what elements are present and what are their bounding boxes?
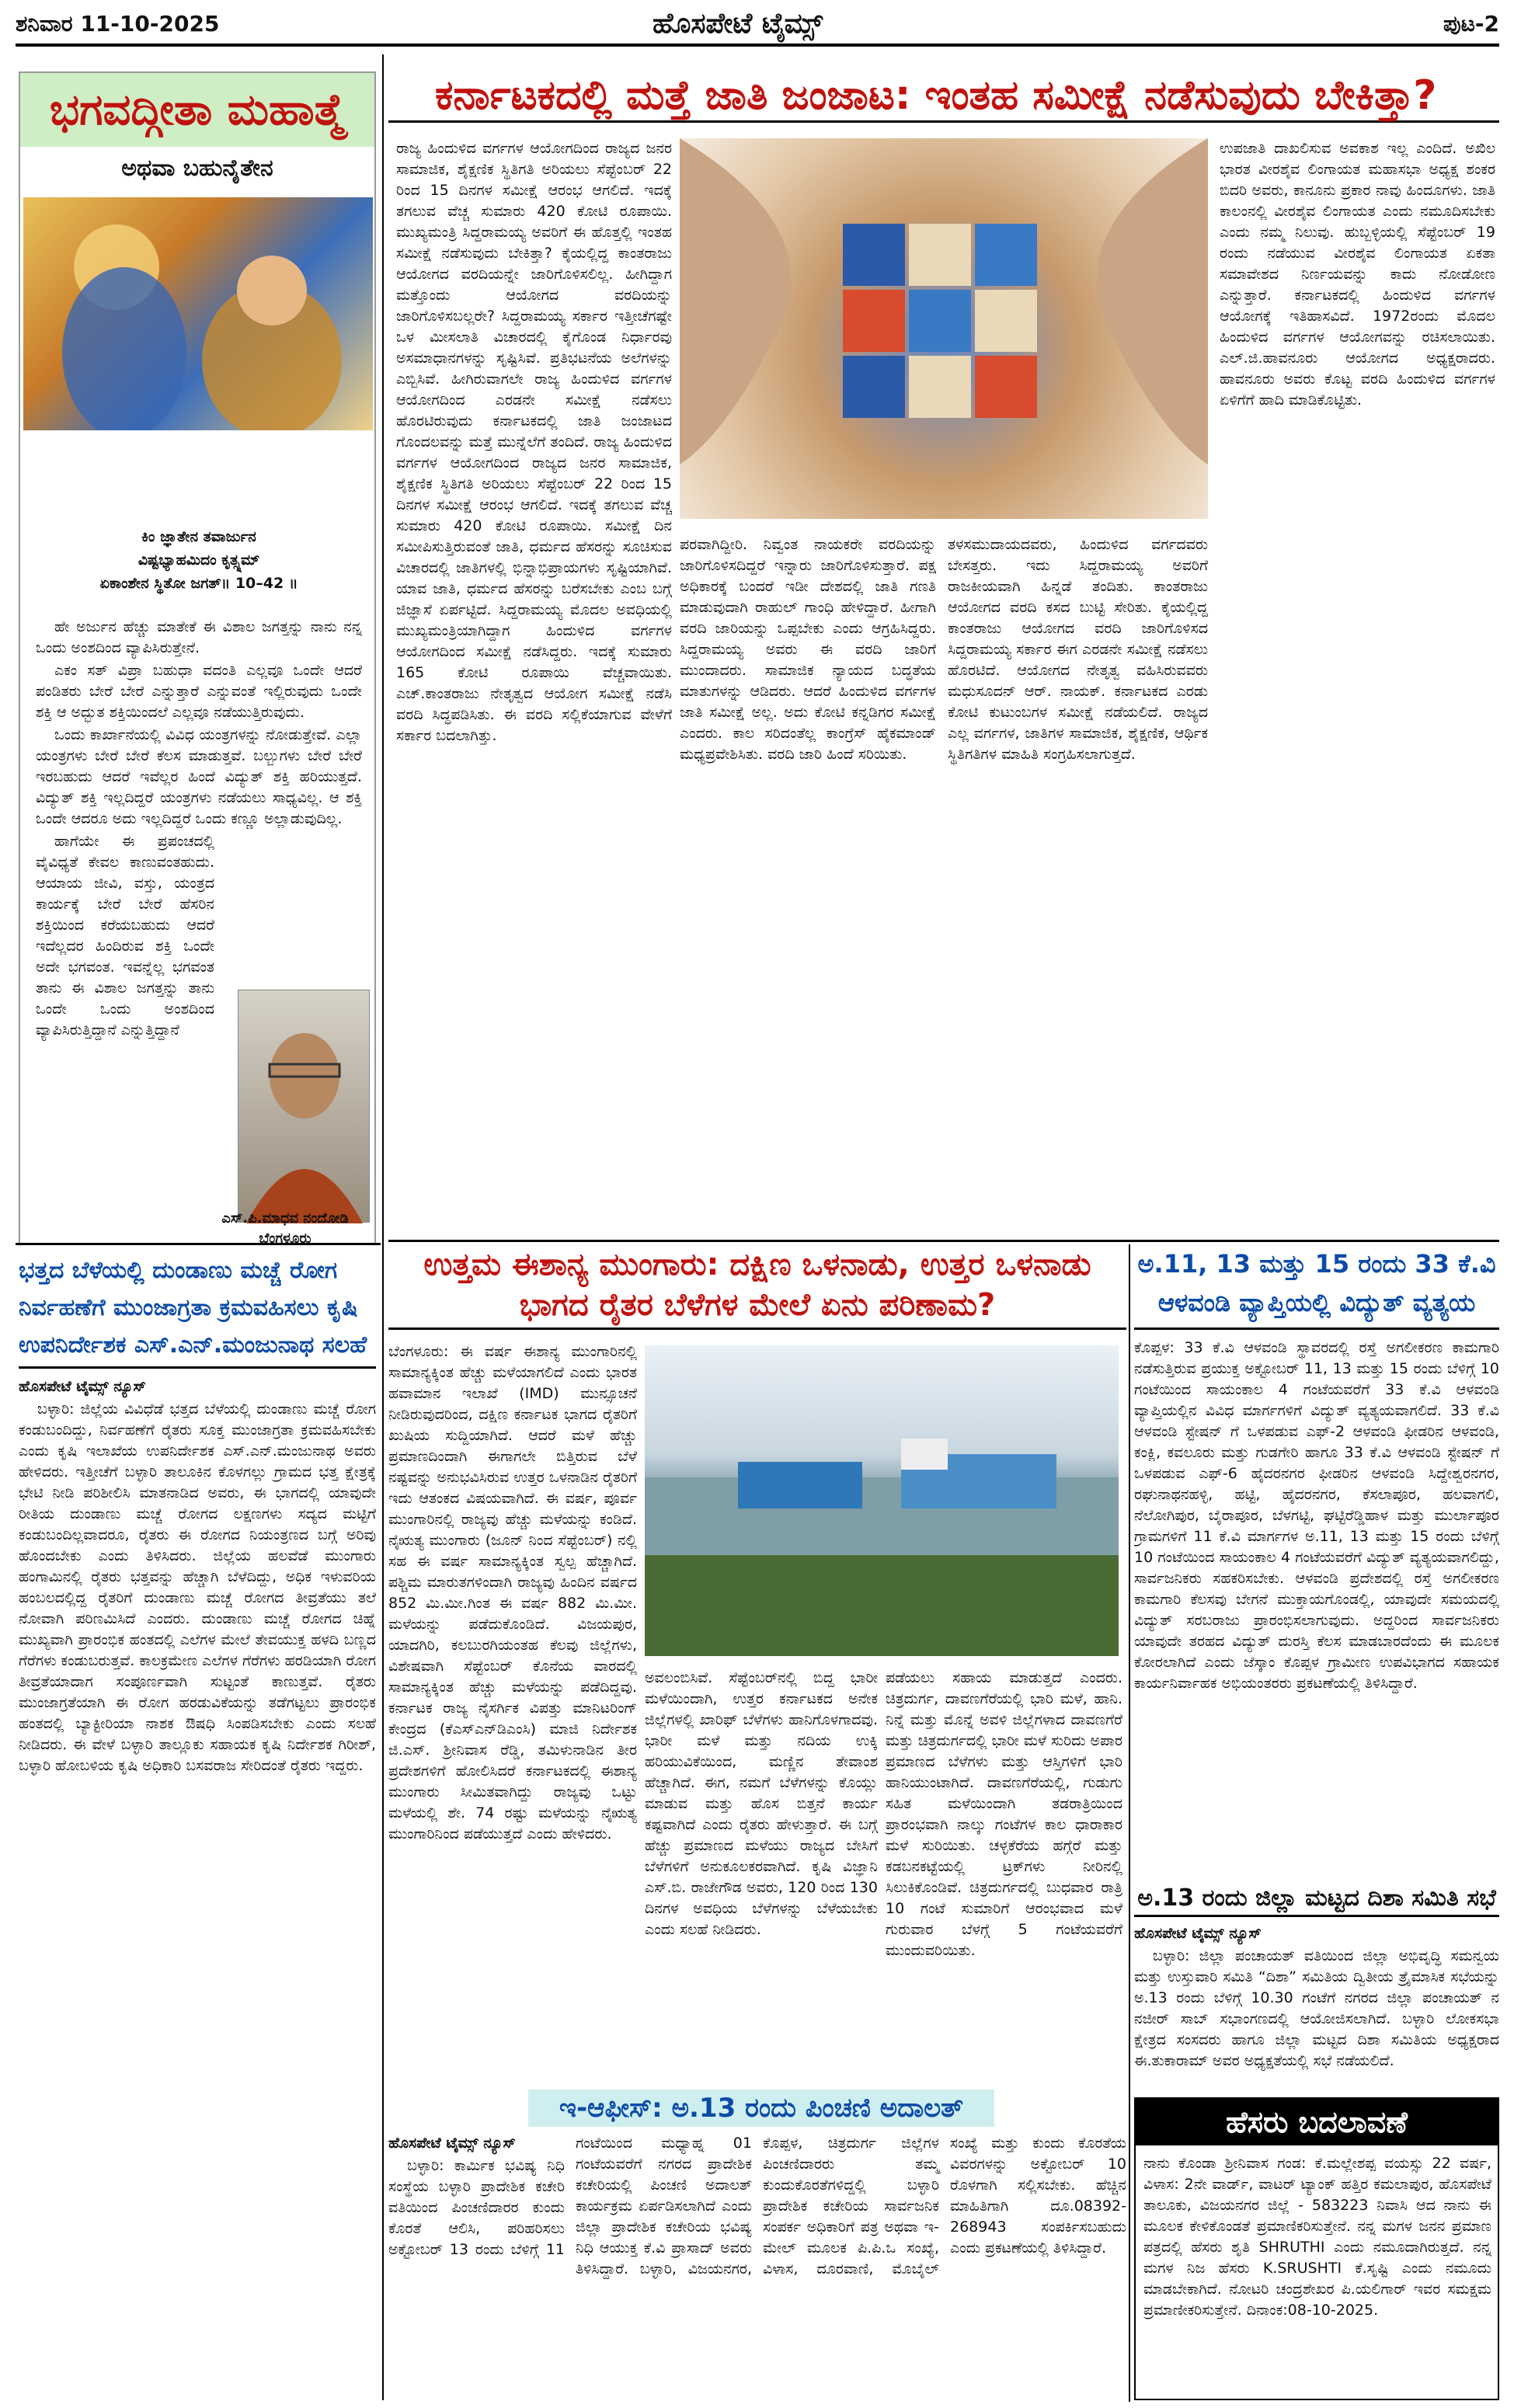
pension-adalat-article: [388, 2090, 1126, 2400]
caste-survey-article: [388, 68, 1499, 1234]
name-change-notice: [1134, 2097, 1499, 2400]
newspaper-brand: ಹೊಸಪೇಟೆ ಟೈಮ್ಸ್: [653, 8, 823, 40]
monsoon-headline: ಉತ್ತಮ ಈಶಾನ್ಯ ಮುಂಗಾರು: ದಕ್ಷಿಣ ಒಳನಾಡು, ಉತ್ತರ ಒಳನಾಡು ಭಾಗದ ರೈತರ ಬೆಳೆಗಳ ಮೇಲೆ ಏನು ಪರಿಣಾಮ?: [388, 1244, 1126, 1330]
caste-column-3: ತಳಸಮುದಾಯದವರು, ಹಿಂದುಳಿದ ವರ್ಗದವರು ಬೇಸತ್ತರು. ಇದು ಸಿದ್ದರಾಮಯ್ಯ ಅವರಿಗೆ ರಾಜಕೀಯವಾಗಿ ಹಿನ್ನಡೆ ತಂದಿತು. ಕಾಂತರಾಜು ಆಯೋಗದ ವರದಿ ಕಸದ ಬುಟ್ಟಿ ಸೇರಿತು. ಕೈಯಲ್ಲಿದ್ದ ಕಾಂತರಾಜು ಆಯೋಗದ ವರದಿ ಜಾರಿಗೊಳಿಸದ ಸಿದ್ದರಾಮಯ್ಯ ಸರ್ಕಾರ ಈಗ ಎರಡನೇ ಸಮೀಕ್ಷೆ ನಡೆಸಲು ಹೊರಟಿದೆ. ಆಯೋಗದ ನೇತೃತ್ವ ವಹಿಸಿರುವವರು ಮಧುಸೂದನ್ ಆರ್. ನಾಯಕ್. ಕರ್ನಾಟಕದ ಎರಡು ಕೋಟಿ ಕುಟುಂಬಗಳ ಸಮೀಕ್ಷೆ ನಡೆಯಲಿದೆ. ರಾಜ್ಯದ ಎಲ್ಲ ವರ್ಗಗಳ, ಜಾತಿಗಳ ಸಾಮಾಜಿಕ, ಶೈಕ್ಷಣಿಕ, ಆರ್ಥಿಕ ಸ್ಥಿತಿಗತಿಗಳ ಮಾಹಿತಿ ಸಂಗ್ರಹಿಸಲಾಗುತ್ತದೆ.: [948, 536, 1208, 763]
divider: [1129, 1244, 1130, 2402]
name-change-headline: ಹೆಸರು ಬದಲಾವಣೆ: [1136, 2099, 1498, 2145]
disha-meeting-article: [1134, 1880, 1499, 2074]
divider: [388, 1240, 1499, 1242]
divider: [16, 1243, 381, 1245]
monsoon-article: [388, 1244, 1126, 2083]
pension-adalat-byline: ಹೊಸಪೇಟೆ ಟೈಮ್ಸ್ ನ್ಯೂಸ್: [388, 2135, 516, 2152]
author-caption: ಎಸ್.ಪಿ.ಮಾಧವ ನಂದೋಡಿ ಬೆಂಗಳೂರು: [221, 1210, 349, 1244]
gita-verse: ಕಿಂ ಜ್ಞಾತೇನ ತವಾರ್ಜುನ ವಿಷ್ಟಭ್ಯಾಹಮಿದಂ ಕೃತ್ಸ್ನಮ್ ಏಕಾಂಶೇನ ಸ್ಥಿತೋ ಜಗತ್॥ 10–42 ॥: [99, 528, 298, 592]
page-number: ಪುಟ-2: [1443, 11, 1499, 37]
caste-column-4: ಉಪಜಾತಿ ದಾಖಲಿಸುವ ಅವಕಾಶ ಇಲ್ಲ ಎಂದಿದೆ. ಅಖಿಲ ಭಾರತ ವೀರಶೈವ ಲಿಂಗಾಯತ ಮಹಾಸಭಾ ಅಧ್ಯಕ್ಷ ಶಂಕರ ಬಿದರಿ ಅವರು, ಕಾನೂನು ಪ್ರಕಾರ ನಾವು ಹಿಂದೂಗಳು. ಜಾತಿ ಕಾಲಂನಲ್ಲಿ ವೀರಶೈವ ಲಿಂಗಾಯತ ಎಂದು ನಮೂದಿಸಬೇಕು ಎಂದು ನಮ್ಮ ನಿಲುವು. ಹುಬ್ಬಳ್ಳಿಯಲ್ಲಿ ಸೆಪ್ಟೆಂಬರ್ 19 ರಂದು ನಡೆಯುವ ವೀರಶೈವ ಲಿಂಗಾಯತ ಏಕತಾ ಸಮಾವೇಶದ ನಿರ್ಣಯವನ್ನು ಕಾದು ನೋಡೋಣ ಎನ್ನುತ್ತಾರೆ. ಕರ್ನಾಟಕದಲ್ಲಿ ಹಿಂದುಳಿದ ವರ್ಗಗಳ ಆಯೋಗಕ್ಕೆ ಇತಿಹಾಸವಿದೆ. 1972ರಂದು ಮೊದಲ ಹಿಂದುಳಿದ ವರ್ಗಗಳ ಆಯೋಗವನ್ನು ರಚಿಸಲಾಯಿತು. ಎಲ್.ಜಿ.ಹಾವನೂರು ಆಯೋಗದ ಅಧ್ಯಕ್ಷರಾದರು. ಹಾವನೂರು ಅವರು ಕೊಟ್ಟ ವರದಿ ಹಿಂದುಳಿದ ವರ್ಗಗಳ ಏಳಿಗೆಗೆ ಹಾದಿ ಮಾಡಿಕೊಟ್ಟಿತು.: [1220, 140, 1495, 409]
crop-byline: ಹೊಸಪೇಟೆ ಟೈಮ್ಸ್ ನ್ಯೂಸ್: [19, 1378, 146, 1395]
gita-body: ಹೇ ಅರ್ಜುನ ಹೆಚ್ಚು ಮಾತೇಕೆ ಈ ವಿಶಾಲ ಜಗತ್ತನ್ನು ನಾನು ನನ್ನ ಒಂದು ಅಂಶದಿಂದ ವ್ಯಾಪಿಸಿರುತ್ತೇನೆ. ಎಕಂ ಸತ್ ವಿಪ್ರಾ ಬಹುಧಾ ವದಂತಿ ಎಲ್ಲವೂ ಒಂದೇ ಆದರೆ ಪಂಡಿತರು ಬೇರೆ ಬೇರೆ ಎನ್ನುತ್ತಾರೆ ಎನ್ನುವಂತೆ ಇಲ್ಲಿರುವುದು ಒಂದೇ ಶಕ್ತಿ ಆ ಅದ್ಭುತ ಶಕ್ತಿಯಿಂದಲೆ ಎಲ್ಲವೂ ನಡೆಯುತ್ತಿರುವುದು. ಒಂದು ಕಾರ್ಖಾನೆಯಲ್ಲಿ ವಿವಿಧ ಯಂತ್ರಗಳನ್ನು ನೋಡುತ್ತೇವೆ. ಎಲ್ಲಾ ಯಂತ್ರಗಳು ಬೇರೆ ಬೇರೆ ಕೆಲಸ ಮಾಡುತ್ತವೆ. ಬಲ್ಬುಗಳು ಬೇರೆ ಬೇರೆ ಇರಬಹುದು ಆದರೆ ಇವೆಲ್ಲರ ಹಿಂದೆ ವಿದ್ಯುತ್ ಶಕ್ತಿ ಹರಿಯುತ್ತದೆ. ವಿದ್ಯುತ್ ಶಕ್ತಿ ಇಲ್ಲದಿದ್ದರೆ ಯಂತ್ರಗಳು ನಡೆಯಲು ಸಾಧ್ಯವಿಲ್ಲ. ಆ ಶಕ್ತಿ ಒಂದೇ ಆದರೂ ಅದು ಇಲ್ಲದಿದ್ದರೆ ಒಂದು ಕಣ್ಣೂ ಅಲ್ಲಾಡುವುದಿಲ್ಲ. ಹಾಗೆಯೇ ಈ ಪ್ರಪಂಚದಲ್ಲಿ ವೈವಿಧ್ಯತೆ ಕೇವಲ ಕಾಣುವಂತಹುದು. ಆಯಾಯ ಜೀವಿ, ವಸ್ತು, ಯಂತ್ರದ ಕಾರ್ಯಕ್ಕೆ ಬೇರೆ ಬೇರೆ ಹೆಸರಿನ ಶಕ್ತಿಯಿಂದ ಕರೆಯಬಹುದು ಆದರೆ ಇದೆಲ್ಲದರ ಹಿಂದಿರುವ ಶಕ್ತಿ ಒಂದೇ ಅದೇ ಭಗವಂತ. ಇವನ್ನೆಲ್ಲ ಭಗವಂತ ತಾನು ಈ ವಿಶಾಲ ಜಗತ್ತನ್ನು ತಾನು ಒಂದೇ ಒಂದು ಅಂಶದಿಂದ ವ್ಯಾಪಿಸಿರುತ್ತಿದ್ದಾನೆ ಎನ್ನುತ್ತಿದ್ದಾನೆ: [36, 618, 362, 1039]
disha-byline: ಹೊಸಪೇಟೆ ಟೈಮ್ಸ್ ನ್ಯೂಸ್: [1134, 1925, 1262, 1942]
name-change-body: ನಾನು ಕೊಂಡಾ ಶ್ರೀನಿವಾಸ ಗಂಡ: ಕೆ.ಮಲ್ಲೇಶಪ್ಪ ವಯಸ್ಸು 22 ವರ್ಷ, ವಿಳಾಸ: 2ನೇ ವಾರ್ಡ್, ವಾಟರ್ ಟ್ಯಾಂಕ್ ಹತ್ತಿರ ಕಮಲಾಪುರ, ಹೊಸಪೇಟೆ ತಾಲೂಕು, ವಿಜಯನಗರ ಜಿಲ್ಲೆ - 583223 ನಿವಾಸಿ ಆದ ನಾನು ಈ ಮೂಲಕ ಕೇಳಿಕೊಂಡತೆ ಪ್ರಮಾಣಿಕರಿಸುತ್ತೇನೆ. ನನ್ನ ಮಗಳ ಜನನ ಪ್ರಮಾಣ ಪತ್ರದಲ್ಲಿ ಹೆಸರು ಶೃತಿ SHRUTHI ಎಂದು ನಮೂದಾಗಿರುತ್ತದೆ. ನನ್ನ ಮಗಳ ನಿಜ ಹೆಸರು K.SRUSHTI ಕೆ.ಸೃಷ್ಟಿ ಎಂದು ನಮೂದು ಮಾಡಬೇಕಾಗಿದೆ. ನೋಟರಿ ಚಂದ್ರಶೇಖರ ಪಿ.ಯಲಿಗಾರ್ ಇವರ ಸಮಕ್ಷಮ ಪ್ರಮಾಣೀಕರಿಸುತ್ತೇನೆ. ದಿನಾಂಕ:08-10-2025.: [1143, 2155, 1491, 2319]
crop-headline: ಭತ್ತದ ಬೆಳೆಯಲ್ಲಿ ದುಂಡಾಣು ಮಚ್ಚೆ ರೋಗ ನಿರ್ವಹಣೆಗೆ ಮುಂಜಾಗ್ರತಾ ಕ್ರಮವಹಿಸಲು ಕೃಷಿ ಉಪನಿರ್ದೇಶಕ ಎಸ್.ಎನ್.ಮಂಜುನಾಥ ಸಲಹೆ: [19, 1252, 376, 1369]
gita-column: [19, 71, 376, 1244]
pension-adalat-headline: ಇ-ಆಫೀಸ್: ಅ.13 ರಂದು ಪಿಂಚಣಿ ಅದಾಲತ್: [528, 2090, 994, 2127]
issue-date: ಶನಿವಾರ 11-10-2025: [16, 11, 220, 37]
caste-column-2: ಪರವಾಗಿದ್ದೀರಿ. ನಿವ್ವಂತ ನಾಯಕರೇ ವರದಿಯನ್ನು ಜಾರಿಗೊಳಿಸದಿದ್ದರೆ ಇನ್ನಾರು ಜಾರಿಗೊಳಿಸುತ್ತಾರೆ. ಪಕ್ಷ ಅಧಿಕಾರಕ್ಕೆ ಬಂದರೆ ಇಡೀ ದೇಶದಲ್ಲಿ ಜಾತಿ ಗಣತಿ ಮಾಡುವುದಾಗಿ ರಾಹುಲ್ ಗಾಂಧಿ ಹೇಳಿದ್ದಾರೆ. ಹೀಗಾಗಿ ವರದಿ ಜಾರಿಯನ್ನು ಒಪ್ಪಬೇಕು ಎಂದು ಆಗ್ರಹಿಸಿದ್ದರು. ಸಿದ್ದರಾಮಯ್ಯ ಅವರು ಈ ವರದಿ ಜಾರಿಗೆ ಮುಂದಾದರು. ಸಾಮಾಜಿಕ ನ್ಯಾಯದ ಬದ್ಧತೆಯ ಮಾತುಗಳನ್ನು ಆಡಿದರು. ಆದರೆ ಹಿಂದುಳಿದ ವರ್ಗಗಳ ಜಾತಿ ಸಮೀಕ್ಷೆ ಅಲ್ಲ. ಅದು ಕೋಟಿ ಕನ್ನಡಿಗರ ಸಮೀಕ್ಷೆ ಎಂದರು. ಕಾಲ ಸರಿದಂತೆಲ್ಲ ಕಾಂಗ್ರೆಸ್ ಹೈಕಮಾಂಡ್ ಮಧ್ಯಪ್ರವೇಶಿಸಿತು. ವರದಿ ಜಾರಿ ಹಿಂದೆ ಸರಿಯಿತು.: [680, 536, 936, 763]
disha-headline: ಅ.13 ರಂದು ಜಿಲ್ಲಾ ಮಟ್ಟದ ದಿಶಾ ಸಮಿತಿ ಸಭೆ: [1134, 1880, 1499, 1917]
disha-body: ಹೊಸಪೇಟೆ ಟೈಮ್ಸ್ ನ್ಯೂಸ್ ಬಳ್ಳಾರಿ: ಜಿಲ್ಲಾ ಪಂಚಾಯತ್ ವತಿಯಿಂದ ಜಿಲ್ಲಾ ಅಭಿವೃದ್ಧಿ ಸಮನ್ವಯ ಮತ್ತು ಉಸ್ತುವಾರಿ ಸಮಿತಿ “ದಿಶಾ” ಸಮಿತಿಯ ದ್ವಿತೀಯ ತ್ರೈಮಾಸಿಕ ಸಭೆಯನ್ನು ಅ.13 ರಂದು ಬೆಳಿಗ್ಗೆ 10.30 ಗಂಟೆಗೆ ನಗರದ ಜಿಲ್ಲಾ ಪಂಚಾಯತ್ ನ ನಜೀರ್ ಸಾಬ್ ಸಭಾಂಗಣದಲ್ಲಿ ಆಯೋಜಿಸಲಾಗಿದೆ. ಬಳ್ಳಾರಿ ಲೋಕಸಭಾ ಕ್ಷೇತ್ರದ ಸಂಸದರು ಹಾಗೂ ಜಿಲ್ಲಾ ಮಟ್ಟದ ದಿಶಾ ಸಮಿತಿಯ ಅಧ್ಯಕ್ಷರಾದ ಈ.ತುಕಾರಾಮ್ ಅವರ ಅಧ್ಯಕ್ಷತೆಯಲ್ಲಿ ಸಭೆ ನಡೆಯಲಿದೆ.: [1134, 1925, 1499, 2069]
masthead: [16, 6, 1499, 47]
monsoon-column-3: ಪಡೆಯಲು ಸಹಾಯ ಮಾಡುತ್ತದೆ ಎಂದರು. ಚಿತ್ರದುರ್ಗ, ದಾವಣಗೆರೆಯಲ್ಲಿ ಭಾರಿ ಮಳೆ, ಹಾನಿ. ನಿನ್ನೆ ಮತ್ತು ಮೊನ್ನೆ ಅವಳಿ ಜಿಲ್ಲೆಗಳಾದ ದಾವಣಗೆರೆ ಮತ್ತು ಚಿತ್ರದುರ್ಗದಲ್ಲಿ ಭಾರೀ ಮಳೆ ಸುರಿದು ಅಪಾರ ಪ್ರಮಾಣದ ಬೆಳೆಗಳು ಮತ್ತು ಆಸ್ತಿಗಳಿಗೆ ಭಾರಿ ಹಾನಿಯುಂಟಾಗಿದೆ. ದಾವಣಗೆರೆಯಲ್ಲಿ, ಗುಡುಗು ಸಹಿತ ಮಳೆಯಿಂದಾಗಿ ತಡರಾತ್ರಿಯಿಂದ ಪ್ರಾರಂಭವಾಗಿ ನಾಲ್ಕು ಗಂಟೆಗಳ ಕಾಲ ಧಾರಾಕಾರ ಮಳೆ ಸುರಿಯಿತು. ಚಳ್ಳಕೆರೆಯ ಹಗ್ಗೆರೆ ಮತ್ತು ಕಡಬನಕಟ್ಟೆಯಲ್ಲಿ ಟ್ರಕ್‌ಗಳು ನೀರಿನಲ್ಲಿ ಸಿಲುಕಿಕೊಂಡಿವೆ. ಚಿತ್ರದುರ್ಗದಲ್ಲಿ ಬುಧವಾರ ರಾತ್ರಿ 10 ಗಂಟೆ ಸುಮಾರಿಗೆ ಆರಂಭವಾದ ಮಳೆ ಗುರುವಾರ ಬೆಳಗ್ಗೆ 5 ಗಂಟೆಯವರೆಗೆ ಮುಂದುವರಿಯಿತು.: [886, 1669, 1122, 1959]
monsoon-column-2: ಅವಲಂಬಿಸಿವೆ. ಸೆಪ್ಟೆಂಬರ್‌ನಲ್ಲಿ ಬಿದ್ದ ಭಾರೀ ಮಳೆಯಿಂದಾಗಿ, ಉತ್ತರ ಕರ್ನಾಟಕದ ಅನೇಕ ಜಿಲ್ಲೆಗಳಲ್ಲಿ ಖಾರಿಫ್ ಬೆಳೆಗಳು ಹಾನಿಗೊಳಗಾದವು. ಭಾರೀ ಮಳೆ ಮತ್ತು ನದಿಯ ಉಕ್ಕಿ ಹರಿಯುವಿಕೆಯಿಂದ, ಮಣ್ಣಿನ ತೇವಾಂಶ ಹೆಚ್ಚಾಗಿದೆ. ಈಗ, ನಮಗೆ ಬೆಳೆಗಳನ್ನು ಕೊಯ್ಲು ಮಾಡುವ ಮತ್ತು ಹೊಸ ಬಿತ್ತನೆ ಕಾರ್ಯ ಕಷ್ಟವಾಗಿದೆ ಎಂದು ರೈತರು ಹೇಳುತ್ತಾರೆ. ಈ ಬಗ್ಗೆ ಹೆಚ್ಚು ಪ್ರಮಾಣದ ಮಳೆಯು ರಾಜ್ಯದ ಬೇಸಿಗೆ ಬೆಳೆಗಳಿಗೆ ಅನುಕೂಲಕರವಾಗಿದೆ. ಕೃಷಿ ವಿಜ್ಞಾನಿ ಎಸ್.ಬಿ. ರಾಜೇಗೌಡ ಅವರು, 120 ರಿಂದ 130 ದಿನಗಳ ಅವಧಿಯ ಬೆಳೆಗಳನ್ನು ಬೆಳೆಯಬೇಕು ಎಂದು ಸಲಹೆ ನೀಡಿದರು.: [645, 1669, 878, 1938]
pension-adalat-body: ಹೊಸಪೇಟೆ ಟೈಮ್ಸ್ ನ್ಯೂಸ್ ಬಳ್ಳಾರಿ: ಕಾರ್ಮಿಕ ಭವಿಷ್ಯ ನಿಧಿ ಸಂಸ್ಥೆಯ ಬಳ್ಳಾರಿ ಪ್ರಾದೇಶಿಕ ಕಚೇರಿ ವತಿಯಿಂದ ಪಿಂಚಣಿದಾರರ ಕುಂದು ಕೊರತೆ ಆಲಿಸಿ, ಪರಿಹರಿಸಲು ಅಕ್ಟೋಬರ್ 13 ರಂದು ಬೆಳಿಗ್ಗೆ 11 ಗಂಟೆಯಿಂದ ಮಧ್ಯಾಹ್ನ 01 ಗಂಟೆಯವರೆಗೆ ನಗರದ ಪ್ರಾದೇಶಿಕ ಕಚೇರಿಯಲ್ಲಿ ಪಿಂಚಣಿ ಅದಾಲತ್ ಕಾರ್ಯಕ್ರಮ ಏರ್ಪಡಿಸಲಾಗಿದೆ ಎಂದು ಜಿಲ್ಲಾ ಪ್ರಾದೇಶಿಕ ಕಚೇರಿಯ ಭವಿಷ್ಯ ನಿಧಿ ಆಯುಕ್ತ ಕೆ.ವಿ ಪ್ರಾಸಾದ್ ಅವರು ತಿಳಿಸಿದ್ದಾರೆ. ಬಳ್ಳಾರಿ, ವಿಜಯನಗರ, ಕೊಪ್ಪಳ, ಚಿತ್ರದುರ್ಗ ಜಿಲ್ಲೆಗಳ ಪಿಂಚಣಿದಾರರು ತಮ್ಮ ಕುಂದುಕೊರತೆಗಳಿದ್ದಲ್ಲಿ ಬಳ್ಳಾರಿ ಪ್ರಾದೇಶಿಕ ಕಚೇರಿಯ ಸಾರ್ವಜನಿಕ ಸಂಪರ್ಕ ಅಧಿಕಾರಿಗೆ ಪತ್ರ ಅಥವಾ ಇ-ಮೇಲ್ ಮೂಲಕ ಪಿ.ಪಿ.ಒ ಸಂಖ್ಯೆ, ವಿಳಾಸ, ದೂರವಾಣಿ, ಮೊಬೈಲ್ ಸಂಖ್ಯೆ ಮತ್ತು ಕುಂದು ಕೊರತೆಯ ವಿವರಗಳನ್ನು ಅಕ್ಟೋಬರ್ 10 ರೊಳಗಾಗಿ ಸಲ್ಲಿಸಬೇಕು. ಹೆಚ್ಚಿನ ಮಾಹಿತಿಗಾಗಿ ದೂ.08392-268943 ಸಂಪರ್ಕಿಸಬಹುದು ಎಂದು ಪ್ರಕಟಣೆಯಲ್ಲಿ ತಿಳಿಸಿದ್ದಾರೆ.: [388, 2135, 1126, 2278]
caste-headline: ಕರ್ನಾಟಕದಲ್ಲಿ ಮತ್ತೆ ಜಾತಿ ಜಂಜಾಟ: ಇಂತಹ ಸಮೀಕ್ಷೆ ನಡೆಸುವುದು ಬೇಕಿತ್ತಾ?: [388, 68, 1499, 123]
gita-title: ಭಗವದ್ಗೀತಾ ಮಹಾತ್ಮೆ: [20, 73, 374, 147]
caste-cube-illustration: [680, 138, 1208, 519]
monsoon-column-1: ಬೆಂಗಳೂರು: ಈ ವರ್ಷ ಈಶಾನ್ಯ ಮುಂಗಾರಿನಲ್ಲಿ ಸಾಮಾನ್ಯಕ್ಕಿಂತ ಹೆಚ್ಚು ಮಳೆಯಾಗಲಿದೆ ಎಂದು ಭಾರತ ಹವಾಮಾನ ಇಲಾಖೆ (IMD) ಮುನ್ಸೂಚನೆ ನೀಡಿರುವುದರಿಂದ, ದಕ್ಷಿಣ ಕರ್ನಾಟಕ ಭಾಗದ ರೈತರಿಗೆ ಖುಷಿಯ ಸುದ್ದಿಯಾಗಿದೆ. ಆದರೆ ಮಳೆ ಹೆಚ್ಚು ಪ್ರಮಾಣದಿಂದಾಗಿ ಈಗಾಗಲೇ ಬಿತ್ತಿರುವ ಬೆಳೆ ನಷ್ಟವನ್ನು ಅನುಭವಿಸಿರುವ ಉತ್ತರ ಒಳನಾಡಿನ ರೈತರಿಗೆ ಇದು ಆತಂಕದ ವಿಷಯವಾಗಿದೆ. ಈ ವರ್ಷ, ಪೂರ್ವ ಮುಂಗಾರಿನಲ್ಲಿ ರಾಜ್ಯವು ಹೆಚ್ಚು ಮಳೆಯನ್ನು ಕಂಡಿದೆ. ನೈಋತ್ಯ ಮುಂಗಾರು (ಜೂನ್ ನಿಂದ ಸೆಪ್ಟೆಂಬರ್) ನಲ್ಲಿ ಸಹ ಈ ವರ್ಷ ಸಾಮಾನ್ಯಕ್ಕಿಂತ ಸ್ವಲ್ಪ ಹೆಚ್ಚಾಗಿದೆ. ಪಶ್ಚಿಮ ಮಾರುತಗಳಿಂದಾಗಿ ರಾಜ್ಯವು ಹಿಂದಿನ ವರ್ಷದ 852 ಮಿ.ಮೀ.ಗಿಂತ ಈ ವರ್ಷ 882 ಮಿ.ಮೀ. ಮಳೆಯನ್ನು ಪಡೆದುಕೊಂಡಿದೆ. ವಿಜಯಪುರ, ಯಾದಗಿರಿ, ಕಲಬುರಗಿಯಂತಹ ಕೆಲವು ಜಿಲ್ಲೆಗಳು, ವಿಶೇಷವಾಗಿ ಸೆಪ್ಟೆಂಬರ್ ಕೊನೆಯ ವಾರದಲ್ಲಿ ಸಾಮಾನ್ಯಕ್ಕಿಂತ ಹೆಚ್ಚು ಮಳೆಯನ್ನು ಪಡೆದಿದ್ದವು. ಕರ್ನಾಟಕ ರಾಜ್ಯ ನೈಸರ್ಗಿಕ ವಿಪತ್ತು ಮಾನಿಟರಿಂಗ್ ಕೇಂದ್ರದ (ಕೆಎಸ್‌ಎನ್‌ಡಿಎಂಸಿ) ಮಾಜಿ ನಿರ್ದೇಶಕ ಜಿ.ಎಸ್. ಶ್ರೀನಿವಾಸ ರೆಡ್ಡಿ, ತಮಿಳುನಾಡಿನ ತೀರ ಪ್ರದೇಶಗಳಿಗೆ ಹೋಲಿಸಿದರೆ ಕರ್ನಾಟಕದಲ್ಲಿ ಈಶಾನ್ಯ ಮುಂಗಾರು ಸೀಮಿತವಾಗಿದ್ದು ರಾಜ್ಯವು ಒಟ್ಟು ಮಳೆಯಲ್ಲಿ ಶೇ. 74 ರಷ್ಟು ಮಳೆಯನ್ನು ನೈಋತ್ಯ ಮುಂಗಾರಿನಿಂದ ಪಡೆಯುತ್ತದೆ ಎಂದು ಹೇಳಿದರು.: [388, 1343, 637, 1843]
author-photo: [238, 990, 370, 1223]
caste-column-1: ರಾಜ್ಯ ಹಿಂದುಳಿದ ವರ್ಗಗಳ ಆಯೋಗದಿಂದ ರಾಜ್ಯದ ಜನರ ಸಾಮಾಜಿಕ, ಶೈಕ್ಷಣಿಕ ಸ್ಥಿತಿಗತಿ ಅರಿಯಲು ಸೆಪ್ಟೆಂಬರ್ 22 ರಿಂದ 15 ದಿನಗಳ ಸಮೀಕ್ಷೆ ಆರಂಭ ಆಗಲಿದೆ. ಇದಕ್ಕೆ ತಗಲುವ ವೆಚ್ಚ ಸುಮಾರು 420 ಕೋಟಿ ರೂಪಾಯಿ. ಮುಖ್ಯಮಂತ್ರಿ ಸಿದ್ದರಾಮಯ್ಯ ಅವರಿಗೆ ಈ ಹೊತ್ತಲ್ಲಿ ಇಂತಹ ಸಮೀಕ್ಷೆ ನಡೆಸುವುದು ಬೇಕಿತ್ತಾ? ಕೈಯಲ್ಲಿದ್ದ ಕಾಂತರಾಜು ಆಯೋಗದ ವರದಿಯನ್ನೇ ಜಾರಿಗೊಳಿಸಲಿಲ್ಲ. ಹೀಗಿದ್ದಾಗ ಮತ್ತೊಂದು ಆಯೋಗದ ವರದಿಯನ್ನು ಜಾರಿಗೊಳಿಸಬಲ್ಲರೇ? ಸಿದ್ದರಾಮಯ್ಯ ಸರ್ಕಾರ ಇತ್ತೀಚೆಗಷ್ಟೇ ಒಳ ಮೀಸಲಾತಿ ವಿಚಾರದಲ್ಲಿ ಕೈಗೊಂಡ ನಿರ್ಧಾರವು ಅಸಮಾಧಾನಗಳನ್ನು ಸೃಷ್ಟಿಸಿವೆ. ಪ್ರತಿಭಟನೆಯ ಅಲೆಗಳನ್ನು ಎಬ್ಬಿಸಿವೆ. ಹೀಗಿರುವಾಗಲೇ ರಾಜ್ಯ ಹಿಂದುಳಿದ ವರ್ಗಗಳ ಆಯೋಗದಿಂದ ಎರಡನೇ ಸಮೀಕ್ಷೆ ನಡೆಸಲು ಹೊರಟಿರುವುದು ಕರ್ನಾಟಕದಲ್ಲಿ ಜಾತಿ ಜಂಜಾಟದ ಗೊಂದಲವನ್ನು ಮತ್ತೆ ಮುನ್ನೆಲೆಗೆ ತಂದಿದೆ. ರಾಜ್ಯ ಹಿಂದುಳಿದ ವರ್ಗಗಳ ಆಯೋಗದಿಂದ ರಾಜ್ಯದ ಜನರ ಸಾಮಾಜಿಕ, ಶೈಕ್ಷಣಿಕ ಸ್ಥಿತಿಗತಿ ಅರಿಯಲು ಸೆಪ್ಟೆಂಬರ್ 22 ರಿಂದ 15 ದಿನಗಳ ಸಮೀಕ್ಷೆ ಆರಂಭ ಆಗಲಿದೆ. ಇದಕ್ಕೆ ತಗಲುವ ವೆಚ್ಚ ಸುಮಾರು 420 ಕೋಟಿ ರೂಪಾಯಿ. ಸಮೀಕ್ಷೆ ದಿನ ಸಮೀಪಿಸುತ್ತಿರುವಂತೆ ಜಾತಿ, ಧರ್ಮದ ಹೆಸರನ್ನು ಸೂಚಿಸುವ ವಿಚಾರದಲ್ಲಿ ಜಾತಿಗಳಲ್ಲಿ ಭಿನ್ನಾಭಿಪ್ರಾಯಗಳು ಸೃಷ್ಟಿಯಾಗಿವೆ. ಯಾವ ಜಾತಿ, ಧರ್ಮದ ಹೆಸರನ್ನು ಬರೆಸಬೇಕು ಎಂಬ ಬಗ್ಗೆ ಜಿಜ್ಞಾಸೆ ಏರ್ಪಟ್ಟಿದೆ. ಸಿದ್ದರಾಮಯ್ಯ ಮೊದಲ ಅವಧಿಯಲ್ಲಿ ಮುಖ್ಯಮಂತ್ರಿಯಾಗಿದ್ದಾಗ ಹಿಂದುಳಿದ ವರ್ಗಗಳ ಆಯೋಗದಿಂದ ಸಮೀಕ್ಷೆ ನಡೆಸಿದ್ದರು. ಇದಕ್ಕೆ ಸುಮಾರು 165 ಕೋಟಿ ರೂಪಾಯಿ ವೆಚ್ಚವಾಯಿತು. ಎಚ್.ಕಾಂತರಾಜು ನೇತೃತ್ವದ ಆಯೋಗ ಸಮೀಕ್ಷೆ ನಡೆಸಿ ವರದಿ ಸಿದ್ಧಪಡಿಸಿತು. ಈ ವರದಿ ಸಲ್ಲಿಕೆಯಾಗುವ ವೇಳೆಗೆ ಸರ್ಕಾರ ಬದಲಾಗಿತ್ತು.: [396, 140, 672, 744]
power-headline: ಅ.11, 13 ಮತ್ತು 15 ರಂದು 33 ಕೆ.ವಿ ಆಳವಂಡಿ ವ್ಯಾಪ್ತಿಯಲ್ಲಿ ವಿದ್ಯುತ್ ವ್ಯತ್ಯಯ: [1134, 1244, 1499, 1330]
power-outage-article: [1134, 1244, 1499, 1897]
crop-disease-article: [19, 1252, 376, 2402]
divider: [382, 54, 384, 2400]
krishna-arjuna-image: [23, 197, 373, 430]
power-body: ಕೊಪ್ಪಳ: 33 ಕೆ.ವಿ ಆಳವಂಡಿ ಸ್ಥಾವರದಲ್ಲಿ ರಸ್ತೆ ಅಗಲೀಕರಣ ಕಾಮಗಾರಿ ನಡೆಸುತ್ತಿರುವ ಪ್ರಯುಕ್ತ ಅಕ್ಟೋಬರ್ 11, 13 ಮತ್ತು 15 ರಂದು ಬೆಳಿಗ್ಗೆ 10 ಗಂಟೆಯಿಂದ ಸಾಯಂಕಾಲ 4 ಗಂಟೆಯವರೆಗೆ 33 ಕೆ.ವಿ ಆಳವಂಡಿ ವ್ಯಾಪ್ತಿಯಲ್ಲಿನ ವಿವಿಧ ಮಾರ್ಗಗಳಿಗೆ ವಿದ್ಯುತ್ ವ್ಯತ್ಯಯವಾಗಲಿದೆ. 33 ಕೆ.ವಿ ಆಳವಂಡಿ ಸ್ಟೇಷನ್ ಗೆ ಒಳಪಡುವ ಎಫ್-2 ಆಳವಂಡಿ ಫೀಡರಿನ ಆಳವಂಡಿ, ಕಂಕ್ಲಿ, ಕವಲೂರು ಮತ್ತು ಗುಡಗೇರಿ ಹಾಗೂ 33 ಕೆ.ವಿ ಆಳವಂಡಿ ಸ್ಟೇಷನ್ ಗೆ ಒಳಪಡುವ ಎಫ್-6 ಹೈದರನಗರ ಫೀಡರಿನ ಆಳವಂಡಿ ಸಿದ್ದೇಶ್ವರನಗರ, ರಘುನಾಥನಹಳ್ಳಿ, ಹಟ್ಟಿ, ಹೈದರನಗರ, ಕೆಸಲಾಪೂರ, ಹಲವಾಗಲಿ, ನೆಲೋಗಿಪುರ, ಬೈರಾಪೂರ, ಬೆಳಗಟ್ಟಿ, ಘಟ್ಟಿರೆಡ್ಡಿಹಾಳ ಮತ್ತು ಮುರ್ಲಾಪೂರ ಗ್ರಾಮಗಳಿಗೆ 11 ಕೆ.ವಿ ಮಾರ್ಗಗಳ ಅ.11, 13 ಮತ್ತು 15 ರಂದು ಬೆಳಿಗ್ಗೆ 10 ಗಂಟೆಯಿಂದ ಸಾಯಂಕಾಲ 4 ಗಂಟೆಯವರೆಗೆ ವಿದ್ಯುತ್ ವ್ಯತ್ಯಯವಾಗಲಿದ್ದು, ಸಾರ್ವಜನಿಕರು ಸಹಕರಿಸಬೇಕು. ಆಳವಂಡಿ ಪ್ರದೇಶದಲ್ಲಿ ರಸ್ತೆ ಅಗಲೀಕರಣ ಕಾಮಗಾರಿ ಕೆಲಸವು ಬೇಗನೆ ಮುಕ್ತಾಯಗೊಂಡಲ್ಲಿ, ಯಾವುದೇ ಸಮಯದಲ್ಲಿ ವಿದ್ಯುತ್ ಸರಬರಾಜು ಪ್ರಾರಂಭಿಸಲಾಗುವುದು. ಅದ್ದರಿಂದ ಸಾರ್ವಜನಿಕರು ಯಾವುದೇ ತರಹದ ವಿದ್ಯುತ್ ದುರಸ್ತಿ ಕೆಲಸ ಮಾಡಬಾರದೆಂದು ಈ ಮೂಲಕ ಕೋರಲಾಗಿದೆ ಎಂದು ಜೆಸ್ಕಾಂ ಕೊಪ್ಪಳ ಗ್ರಾಮೀಣ ಉಪವಿಭಾಗದ ಸಹಾಯಕ ಕಾರ್ಯನಿರ್ವಾಹಕ ಅಭಿಯಂತರರು ಪ್ರಕಟಣೆಯಲ್ಲಿ ತಿಳಿಸಿದ್ದಾರೆ.: [1134, 1339, 1499, 1692]
crop-body: ಹೊಸಪೇಟೆ ಟೈಮ್ಸ್ ನ್ಯೂಸ್ ಬಳ್ಳಾರಿ: ಜಿಲ್ಲೆಯ ವಿವಿಧೆಡೆ ಭತ್ತದ ಬೆಳೆಯಲ್ಲಿ ದುಂಡಾಣು ಮಚ್ಚೆ ರೋಗ ಕಂಡುಬಂದಿದ್ದು, ನಿರ್ವಹಣೆಗೆ ರೈತರು ಸೂಕ್ತ ಮುಂಜಾಗ್ರತಾ ಕ್ರಮವಹಿಸಬೇಕು ಎಂದು ಕೃಷಿ ಇಲಾಖೆಯ ಉಪನಿರ್ದೇಶಕ ಎಸ್.ಎನ್.ಮಂಜುನಾಥ ಅವರು ಹೇಳಿದರು. ಇತ್ತೀಚೆಗೆ ಬಳ್ಳಾರಿ ತಾಲೂಕಿನ ಕೊಳಗಲ್ಲು ಗ್ರಾಮದ ಭತ್ತ ಕ್ಷೇತ್ರಕ್ಕೆ ಭೇಟಿ ನೀಡಿ ಪರಿಶೀಲಿಸಿ ಮಾತನಾಡಿದ ಅವರು, ಈ ಭಾಗದಲ್ಲಿ ಯಾವುದೇ ರೀತಿಯ ದುಂಡಾಣು ಮಚ್ಚೆ ರೋಗದ ಲಕ್ಷಣಗಳು ಸದ್ಯದ ಮಟ್ಟಿಗೆ ಕಂಡುಬಂದಿಲ್ಲವಾದರೂ, ರೈತರು ಈ ರೋಗದ ನಿಯಂತ್ರಣದ ಬಗ್ಗೆ ಅರಿವು ಹೊಂದಬೇಕು ಎಂದು ತಿಳಿಸಿದರು. ಜಿಲ್ಲೆಯ ಹಲವೆಡೆ ಮುಂಗಾರು ಹಂಗಾಮಿನಲ್ಲಿ ರೈತರು ಭತ್ತವನ್ನು ಹೆಚ್ಚಾಗಿ ಬೆಳೆದಿದ್ದು, ಅಧಿಕ ಇಳುವರಿಯ ಹಂಬಲದಲ್ಲಿದ್ದ ರೈತರಿಗೆ ದುಂಡಾಣು ಮಚ್ಚೆ ರೋಗದ ತೀವ್ರತೆಯು ತಲೆ ನೋವಾಗಿ ಪರಿಣಮಿಸಿದೆ ಎಂದರು. ದುಂಡಾಣು ಮಚ್ಚೆ ರೋಗದ ಚಿಹ್ನೆ ಮುಖ್ಯವಾಗಿ ಪ್ರಾರಂಭಿಕ ಹಂತದಲ್ಲಿ ಎಲೆಗಳ ಮೇಲೆ ತೇವಯುಕ್ತ ಹಳದಿ ಬಣ್ಣದ ಗೆರೆಗಳು ಕಂಡುಬರುತ್ತವೆ. ಕಾಲಕ್ರಮೇಣ ಎಲೆಗಳ ಗೆರೆಗಳು ಹರಡಿಯಾಗಿ ರೋಗ ತೀವ್ರತೆಯಾದಾಗ ಸಂಪೂರ್ಣವಾಗಿ ಸುಟ್ಟಂತೆ ಕಾಣುತ್ತವೆ. ರೈತರು ಮುಂಜಾಗ್ರತೆಯಾಗಿ ಈ ರೋಗ ಹರಡುವಿಕೆಯನ್ನು ತಡೆಗಟ್ಟಲು ಪ್ರಾರಂಭಿಕ ಹಂತದಲ್ಲಿ ಬ್ಯಾಕ್ಟೀರಿಯಾ ನಾಶಕ ಔಷಧಿ ಸಿಂಪಡಿಸಬೇಕು ಎಂದು ಸಲಹೆ ನೀಡಿದರು. ಈ ವೇಳೆ ಬಳ್ಳಾರಿ ತಾಲ್ಲೂಕು ಸಹಾಯಕ ಕೃಷಿ ನಿರ್ದೇಶಕ ಗಿರೀಶ್, ಬಳ್ಳಾರಿ ಹೋಬಳಿಯ ಕೃಷಿ ಅಧಿಕಾರಿ ಬಸವರಾಜ ಸೇರಿದಂತೆ ರೈತರು ಇದ್ದರು.: [19, 1378, 376, 1774]
gita-subtitle: ಅಥವಾ ಬಹುನೈತೇನ: [121, 155, 273, 182]
flood-trucks-image: [645, 1345, 1119, 1656]
